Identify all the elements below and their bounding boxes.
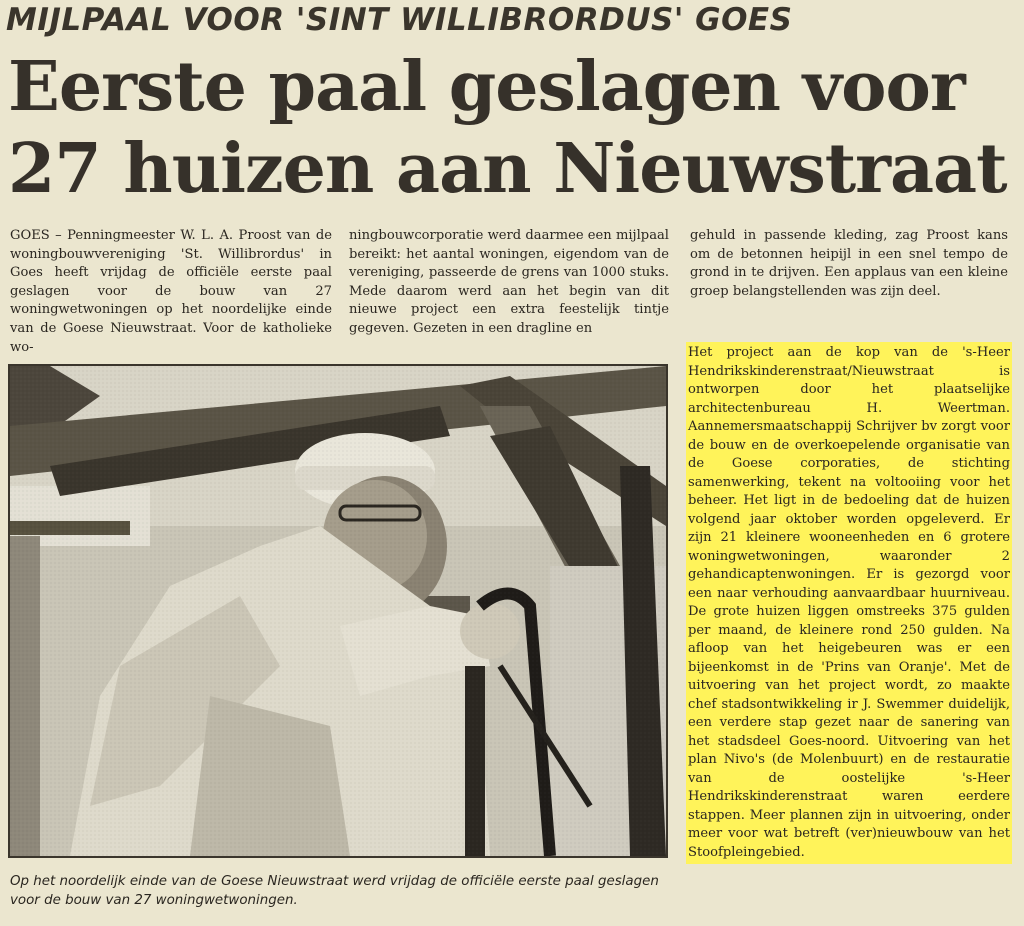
column-1-text: GOES – Penningmeester W. L. A. Proost van de woningbouwvereniging 'St. Willibrordus' in Goes heeft vrijdag de officiële eerste paal geslagen voor de bouw van 27 woningwetwoningen op het noordelijke einde van de Goese Nieuwstraat. Voor de katholieke wo- xyxy=(10,228,332,355)
headline-line-2: 27 huizen aan Nieuwstraat xyxy=(8,129,1007,209)
article-photo xyxy=(8,364,668,858)
article-headline xyxy=(8,46,1018,210)
highlighted-column xyxy=(686,342,1012,864)
article-column-2 xyxy=(349,227,669,339)
article-column-3 xyxy=(690,227,1008,301)
highlighted-column-text: Het project aan de kop van de 's-Heer Hendrikskinderenstraat/Nieuwstraat is ontworpen door het plaatselijke architectenbureau H. Weertman. Aannemersmaatschappij Schrijver bv zorgt voor de bouw en de overkoepelende organisatie van de Goese corporaties, de stichting samenwerking, tekent na voltooiing voor het beheer. Het ligt in de bedoeling dat de huizen volgend jaar oktober worden opgeleverd. Er zijn 21 kleinere wooneenheden en 6 grotere woningwetwoningen, waaronder 2 gehandicaptenwoningen. Er is gezorgd voor een naar verhouding aanvaardbaar huurniveau. De grote huizen liggen omstreeks 375 gulden per maand, de kleinere rond 250 gulden. Na afloop van het heigebeuren was er een bijeenkomst in de 'Prins van Oranje'. Met de uitvoering van het project wordt, zo maakte chef stadsontwikkeling ir J. Swemmer duidelijk, een verdere stap gezet naar de sanering van het stadsdeel Goes-noord. Uitvoering van het plan Nivo's (de Molenbuurt) en de restauratie van de oostelijke 's-Heer Hendrikskinderenstraat waren eerdere stappen. Meer plannen zijn in uitvoering, onder meer voor wat betreft (ver)nieuwbouw van het Stoofpleingebied. xyxy=(688,345,1010,860)
column-3-text: gehuld in passende kleding, zag Proost kans om de betonnen heipijl in een snel tempo de grond in te drijven. Een applaus van een kleine groep belangstellenden was zijn deel. xyxy=(690,228,1008,299)
column-2-text: ningbouwcorporatie werd daarmee een mijlpaal bereikt: het aantal woningen, eigendom van de vereniging, passeerde de grens van 1000 stuks. Mede daarom werd aan het begin van dit nieuwe project een extra feestelijk tintje gegeven. Gezeten in een dragline en xyxy=(349,228,669,336)
photo-caption: Op het noordelijk einde van de Goese Nieuwstraat werd vrijdag de officiële eerste paal geslagen voor de bouw van 27 woningwetwoningen. xyxy=(10,874,659,908)
article-column-1 xyxy=(10,227,332,357)
article-kicker: MIJLPAAL VOOR 'SINT WILLIBRORDUS' GOES xyxy=(6,2,793,38)
dragline-operator-photo xyxy=(10,366,666,856)
headline-line-1: Eerste paal geslagen voor xyxy=(8,47,965,127)
